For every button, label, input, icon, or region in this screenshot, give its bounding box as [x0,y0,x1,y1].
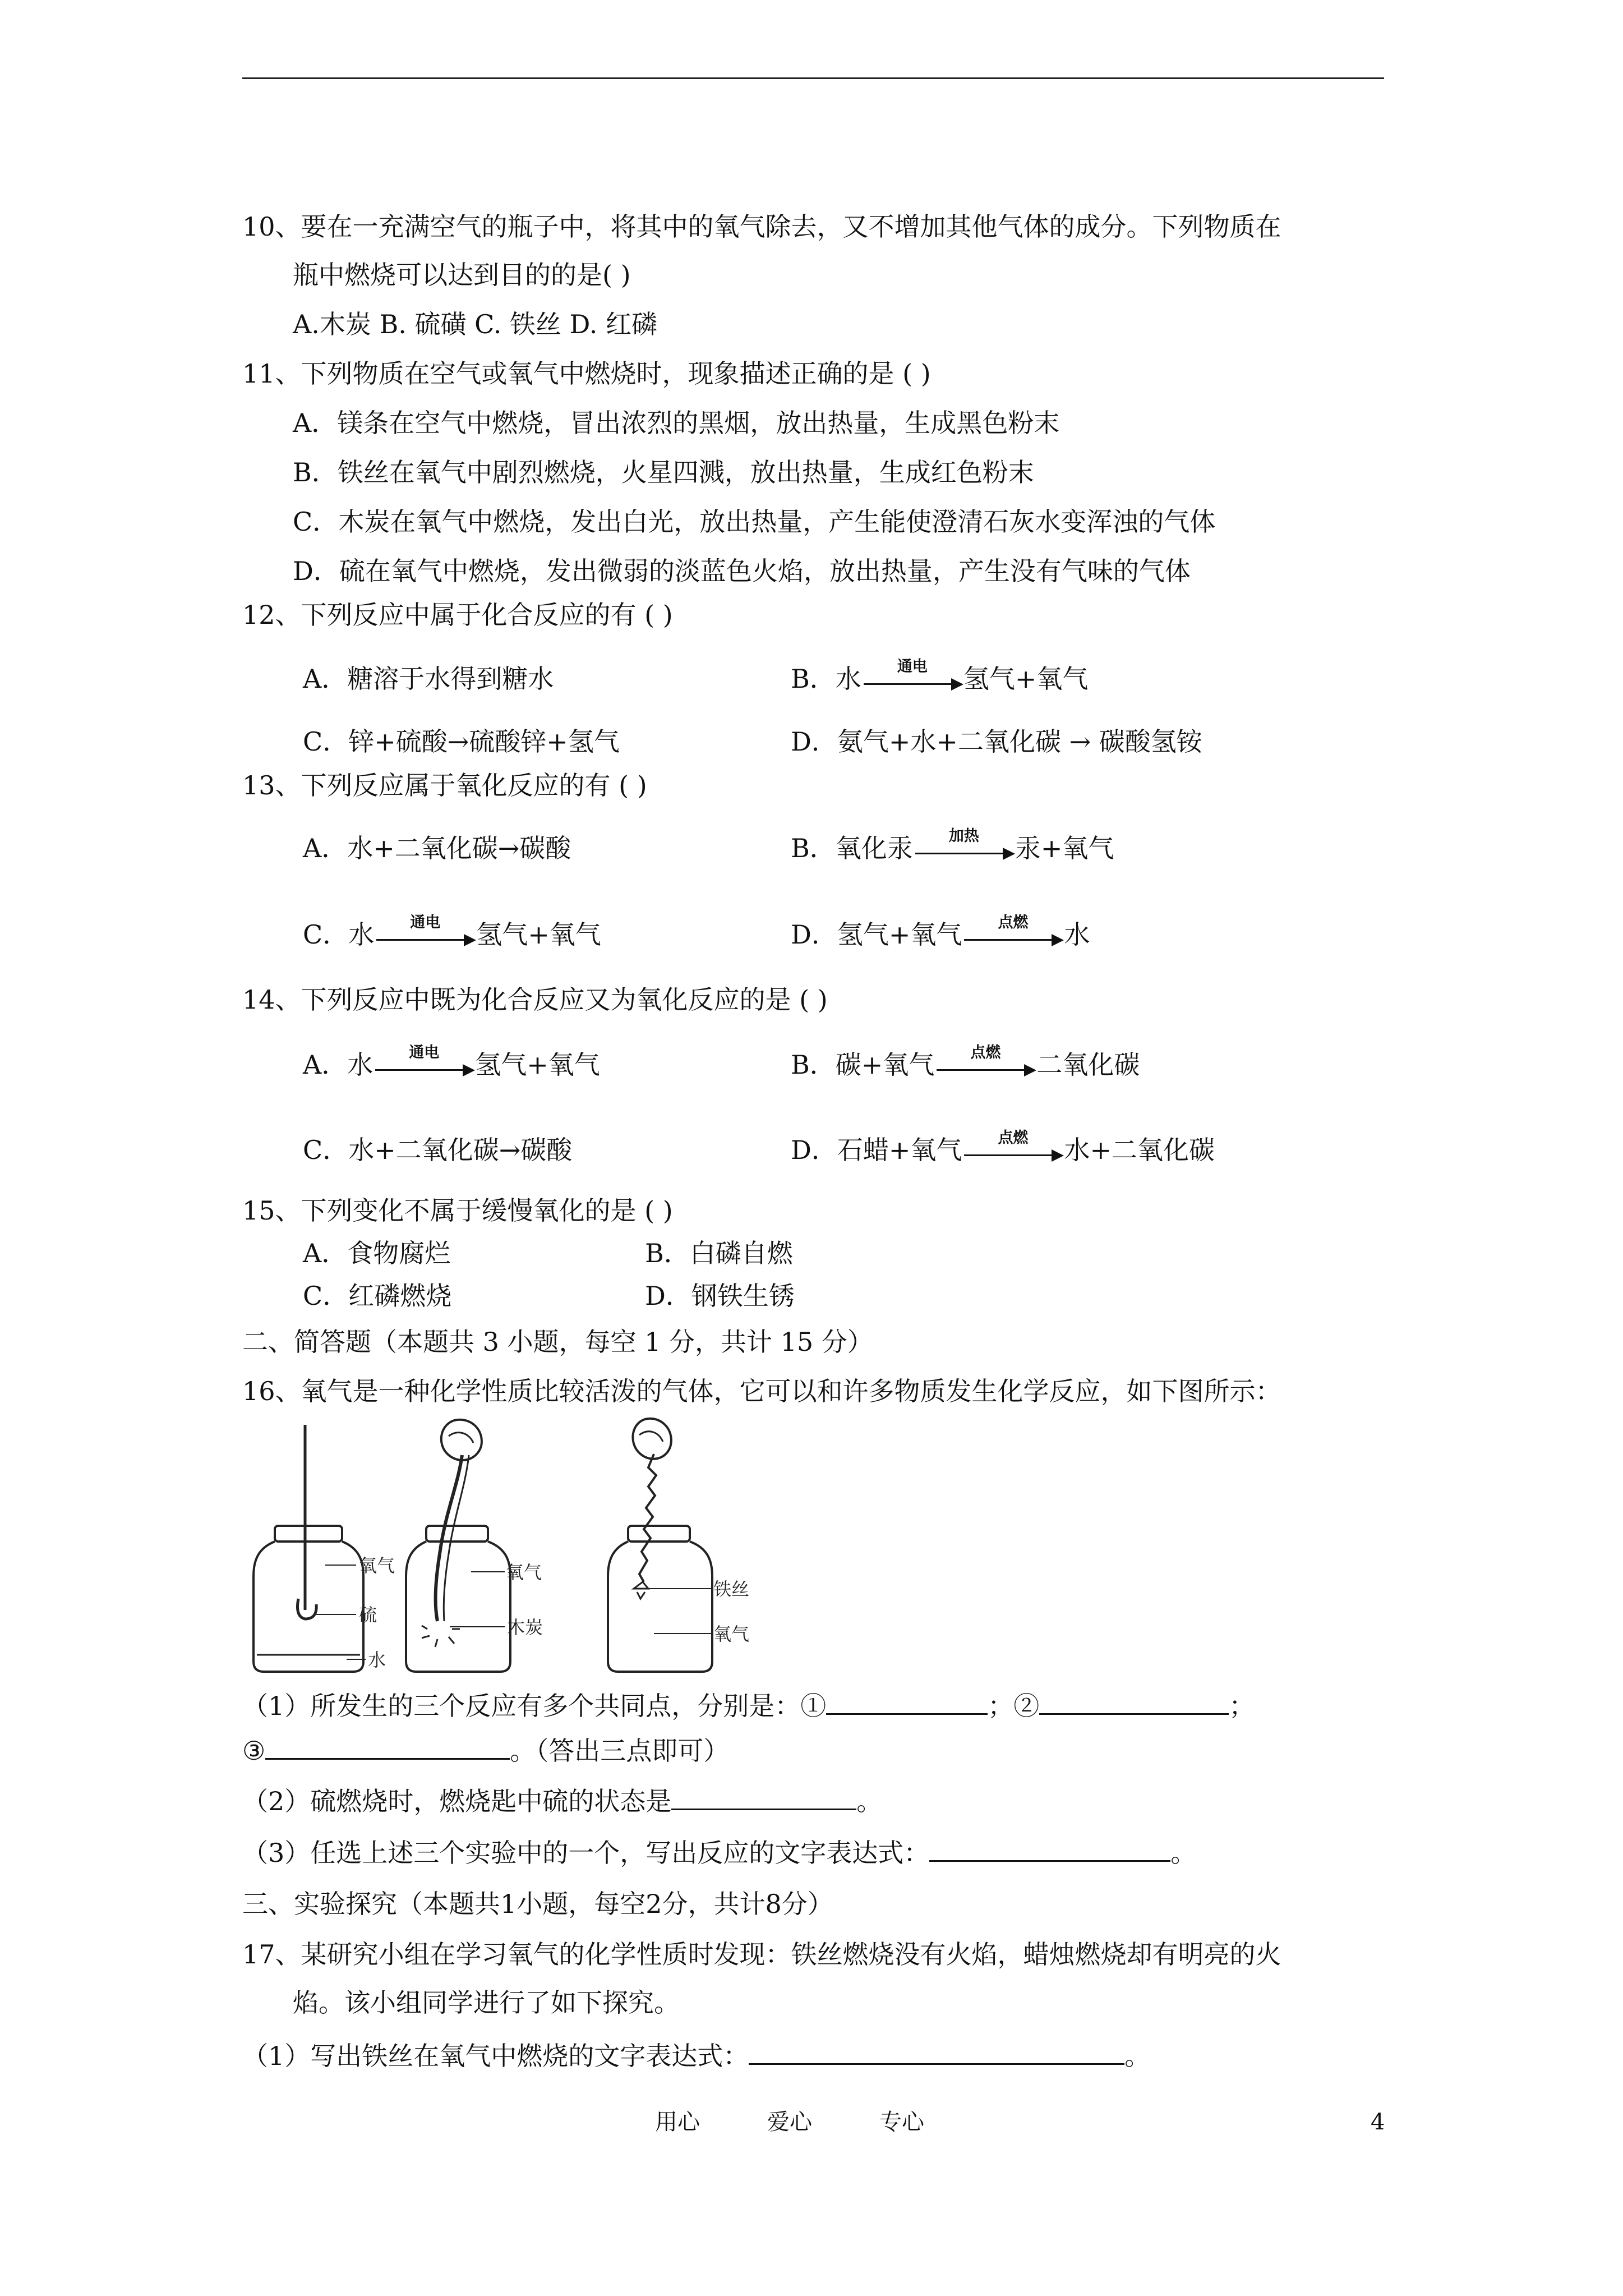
q17-line1: 17、某研究小组在学习氧气的化学性质时发现：铁丝燃烧没有火焰，蜡烛燃烧却有明亮的火 [242,1939,1281,1970]
label-oxygen-2: 氧气 [506,1562,542,1583]
q16-stem: 16、氧气是一种化学性质比较活泼的气体，它可以和许多物质发生化学反应，如下图所示： [242,1376,1281,1406]
q12-option-d: D．氨气+水+二氧化碳 → 碳酸氢铵 [791,726,1202,757]
condition: 通电 [897,658,928,675]
q14-stem: 14、下列反应中既为化合反应又为氧化反应的是 ( ) [242,984,828,1015]
reactant: A．水 [303,1050,374,1080]
q16-part1-end: ； [1229,1691,1255,1721]
label-sulfur: 硫 [359,1604,377,1626]
q16-part3 [242,1835,1196,1870]
product: 氢气+氧气 [476,919,601,950]
q16-part1-note: 。（答出三点即可） [510,1736,730,1766]
q11-option-a: A．镁条在空气中燃烧，冒出浓烈的黑烟，放出热量，生成黑色粉末 [293,408,1060,438]
answer-blank-1[interactable] [826,1688,988,1715]
answer-blank-3[interactable] [265,1733,510,1760]
q13-option-a: A．水+二氧化碳→碳酸 [303,833,571,863]
q15-option-d: D．钢铁生锈 [645,1281,795,1311]
label-iron-wire: 铁丝 [713,1579,750,1600]
q12-option-c: C．锌+硫酸→硫酸锌+氢气 [303,726,620,757]
q15-stem: 15、下列变化不属于缓慢氧化的是 ( ) [242,1195,673,1226]
q17-line2: 焰。该小组同学进行了如下探究。 [293,1987,680,2018]
reaction-arrow [962,914,1064,951]
q14-option-b [791,1044,1140,1082]
q14-option-c: C．水+二氧化碳→碳酸 [303,1135,573,1165]
q17-part1-text: （1）写出铁丝在氧气中燃烧的文字表达式： [242,2041,749,2071]
section-3-heading: 三、实验探究（本题共1小题，每空2分，共计8分） [242,1889,833,1919]
q14-option-a [303,1044,600,1082]
reaction-arrow [962,1129,1064,1167]
condition: 通电 [409,1044,440,1061]
q13-option-c [303,914,601,951]
reactant: D．氢气+氧气 [791,919,962,950]
answer-blank-5[interactable] [929,1835,1170,1862]
product: 汞+氧气 [1015,833,1114,863]
footer-word-2: 爱心 [767,2109,812,2135]
q13-option-d [791,914,1090,951]
label-oxygen-3: 氧气 [713,1623,750,1645]
q16-part1-circle3: ③ [242,1736,266,1766]
reaction-arrow [373,1044,475,1082]
header-rule [242,77,1384,79]
condition: 通电 [410,914,441,931]
condition: 加热 [948,827,979,845]
reactant: B．氧化汞 [791,833,913,863]
q13-stem: 13、下列反应属于氧化反应的有 ( ) [242,770,647,800]
product: 氢气+氧气 [475,1050,600,1080]
q11-option-b: B．铁丝在氧气中剧烈燃烧，火星四溅，放出热量，生成红色粉末 [293,457,1034,487]
q16-part1-line2 [242,1733,729,1768]
footer-word-3: 专心 [879,2109,924,2135]
q12-stem: 12、下列反应中属于化合反应的有 ( ) [242,600,673,630]
q13-option-b [791,827,1114,865]
q11-option-c: C．木炭在氧气中燃烧，发出白光，放出热量，产生能使澄清石灰水变浑浊的气体 [293,507,1216,537]
product: 氢气+氧气 [963,664,1089,694]
q16-part3-text: （3）任选上述三个实验中的一个，写出反应的文字表达式： [242,1838,930,1868]
condition: 点燃 [998,1129,1029,1147]
jar-sulfur [253,1425,366,1672]
label-water: 水 [368,1649,386,1671]
reaction-arrow [913,827,1015,865]
answer-blank-2[interactable] [1039,1688,1229,1715]
reactant: D．石蜡+氧气 [791,1135,962,1165]
reactant: B．碳+氧气 [791,1050,935,1080]
q16-part3-end: 。 [1170,1838,1197,1868]
q15-option-a: A．食物腐烂 [303,1238,451,1268]
q16-part2 [242,1784,882,1818]
q10-options: A.木炭 B. 硫磺 C. 铁丝 D. 红磷 [293,309,658,339]
q16-part1-sep: ；② [988,1691,1040,1721]
page-number: 4 [1371,2109,1385,2135]
q16-part1-text: （1）所发生的三个反应有多个共同点，分别是：① [242,1691,827,1721]
q14-option-d [791,1129,1215,1167]
jar-charcoal [406,1420,510,1672]
reactant: B．水 [791,664,861,694]
answer-blank-6[interactable] [749,2039,1124,2065]
q10-line1: 10、要在一充满空气的瓶子中，将其中的氧气除去，又不增加其他气体的成分。下列物质在 [242,211,1281,242]
q12-option-a: A．糖溶于水得到糖水 [303,664,554,694]
product: 水+二氧化碳 [1064,1135,1215,1165]
q11-option-d: D．硫在氧气中燃烧，发出微弱的淡蓝色火焰，放出热量，产生没有气味的气体 [293,556,1191,586]
q15-option-b: B．白磷自燃 [645,1238,793,1268]
q12-option-b [791,658,1089,696]
label-oxygen-1: 氧气 [359,1555,395,1576]
jar-iron-wire [608,1419,712,1672]
q16-part2-text: （2）硫燃烧时，燃烧匙中硫的状态是 [242,1786,672,1816]
q11-stem: 11、下列物质在空气或氧气中燃烧时，现象描述正确的是 ( ) [242,358,931,389]
q16-part1-line1 [242,1688,1255,1723]
reactant: C．水 [303,919,375,950]
product: 二氧化碳 [1036,1050,1140,1080]
condition: 点燃 [998,914,1029,931]
product: 水 [1064,919,1090,950]
combustion-apparatus-figure [247,1414,875,1677]
reaction-arrow [934,1044,1036,1082]
reaction-arrow [861,658,963,696]
q17-part1-end: 。 [1124,2041,1151,2071]
reaction-arrow [374,914,476,951]
condition: 点燃 [970,1044,1001,1061]
label-charcoal: 木炭 [507,1617,543,1638]
q16-part2-end: 。 [856,1786,883,1816]
footer-word-1: 用心 [655,2109,700,2135]
q15-option-c: C．红磷燃烧 [303,1281,452,1311]
q17-part1 [242,2039,1150,2073]
answer-blank-4[interactable] [671,1784,856,1810]
q10-line2: 瓶中燃烧可以达到目的的是( ) [293,260,631,290]
section-2-heading: 二、简答题（本题共 3 小题，每空 1 分，共计 15 分） [242,1327,873,1357]
